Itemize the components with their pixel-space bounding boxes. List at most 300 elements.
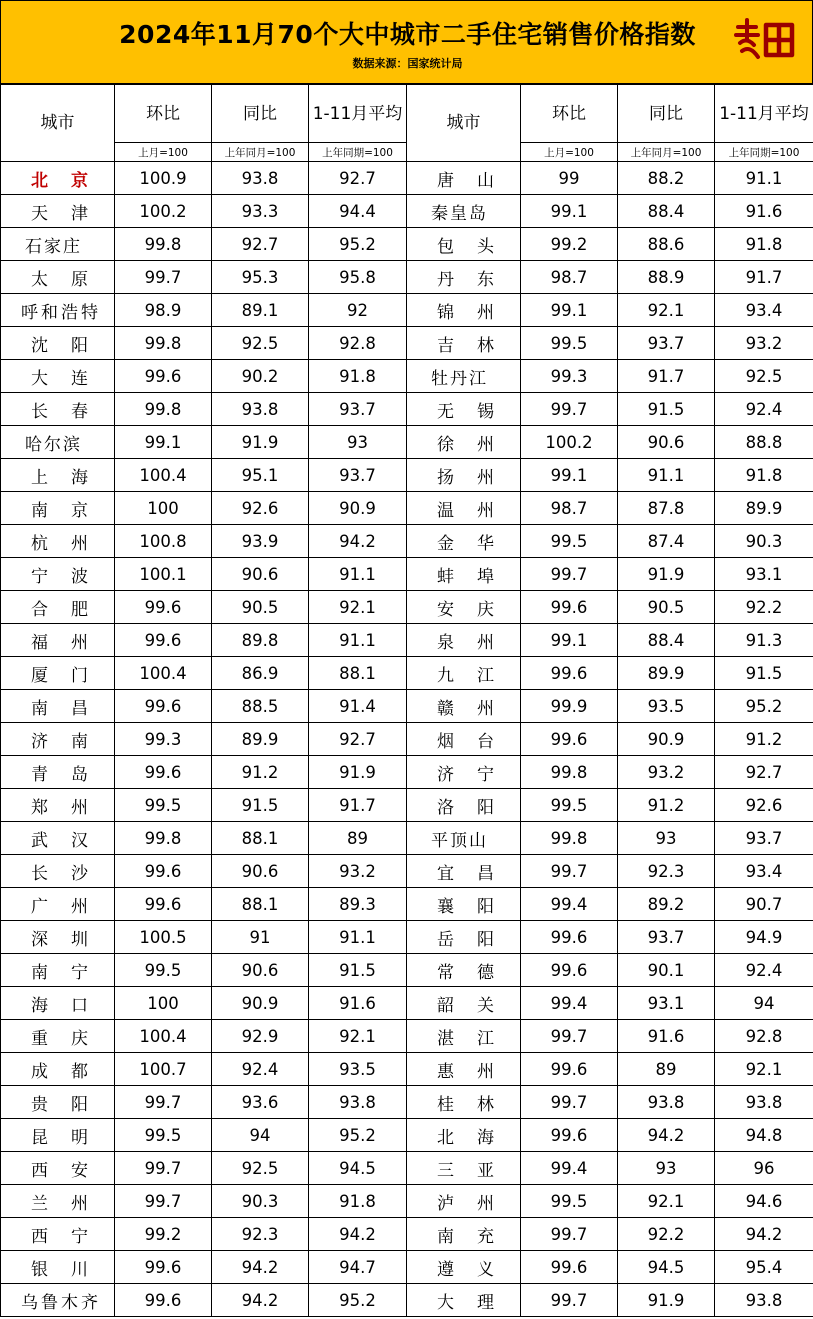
ytd-cell: 91.6 <box>715 195 813 228</box>
ytd-cell: 95.2 <box>309 228 407 261</box>
yoy-cell: 93.1 <box>618 987 715 1020</box>
ytd-cell: 93.2 <box>309 855 407 888</box>
ytd-cell: 88.8 <box>715 426 813 459</box>
ytd-cell: 91.4 <box>309 690 407 723</box>
yoy-cell: 90.5 <box>618 591 715 624</box>
yoy-cell: 92.6 <box>212 492 309 525</box>
mom-cell: 99.6 <box>115 591 212 624</box>
mom-cell: 99.8 <box>521 822 618 855</box>
city-cell: 南昌 <box>1 690 115 723</box>
ytd-cell: 92 <box>309 294 407 327</box>
ytd-cell: 92.8 <box>309 327 407 360</box>
table-row <box>1 723 813 756</box>
city-cell: 大连 <box>1 360 115 393</box>
city-cell: 天津 <box>1 195 115 228</box>
mom-cell: 99.5 <box>521 327 618 360</box>
mom-cell: 99.7 <box>521 393 618 426</box>
mom-cell: 98.9 <box>115 294 212 327</box>
city-cell: 西安 <box>1 1152 115 1185</box>
mom-cell: 99.7 <box>115 1185 212 1218</box>
city-cell: 长沙 <box>1 855 115 888</box>
city-cell: 太原 <box>1 261 115 294</box>
yoy-cell: 91.7 <box>618 360 715 393</box>
yoy-cell: 91.1 <box>618 459 715 492</box>
mom-cell: 100.5 <box>115 921 212 954</box>
city-cell: 洛阳 <box>407 789 521 822</box>
table-row <box>1 1020 813 1053</box>
ytd-cell: 90.3 <box>715 525 813 558</box>
ytd-cell: 91.1 <box>309 624 407 657</box>
city-cell: 石家庄 <box>1 228 115 261</box>
ytd-cell: 92.1 <box>715 1053 813 1086</box>
mom-cell: 99.5 <box>115 954 212 987</box>
mom-cell: 98.7 <box>521 261 618 294</box>
city-cell: 海口 <box>1 987 115 1020</box>
col-header-mom: 环比 <box>521 85 618 143</box>
ytd-cell: 92.4 <box>715 954 813 987</box>
ytd-cell: 93.7 <box>309 459 407 492</box>
city-cell: 宜昌 <box>407 855 521 888</box>
ytd-cell: 92.7 <box>715 756 813 789</box>
city-cell: 大理 <box>407 1284 521 1317</box>
yoy-cell: 93.7 <box>618 327 715 360</box>
table-row <box>1 624 813 657</box>
table-row <box>1 162 813 195</box>
mom-cell: 99.6 <box>521 954 618 987</box>
ytd-cell: 91.1 <box>715 162 813 195</box>
yoy-cell: 91.5 <box>212 789 309 822</box>
city-cell: 长春 <box>1 393 115 426</box>
ytd-cell: 95.4 <box>715 1251 813 1284</box>
city-cell: 呼和浩特 <box>1 294 115 327</box>
table-row <box>1 987 813 1020</box>
mom-cell: 99.1 <box>521 294 618 327</box>
city-cell: 牡丹江 <box>407 360 521 393</box>
ytd-cell: 93.7 <box>309 393 407 426</box>
city-cell: 杭州 <box>1 525 115 558</box>
mom-cell: 99.8 <box>115 393 212 426</box>
yoy-cell: 90.6 <box>212 855 309 888</box>
table-row <box>1 294 813 327</box>
city-cell: 唐山 <box>407 162 521 195</box>
yoy-cell: 90.1 <box>618 954 715 987</box>
city-cell: 无锡 <box>407 393 521 426</box>
yoy-cell: 93.9 <box>212 525 309 558</box>
mom-cell: 99.7 <box>521 855 618 888</box>
ytd-cell: 94.2 <box>715 1218 813 1251</box>
yoy-cell: 88.4 <box>618 195 715 228</box>
city-cell: 惠州 <box>407 1053 521 1086</box>
yoy-cell: 89.1 <box>212 294 309 327</box>
table-row <box>1 261 813 294</box>
header-row <box>1 85 813 143</box>
ytd-cell: 89.3 <box>309 888 407 921</box>
mom-cell: 99.6 <box>521 1119 618 1152</box>
yoy-cell: 94.5 <box>618 1251 715 1284</box>
data-source: 数据来源：国家统计局 <box>352 57 463 70</box>
yoy-cell: 93 <box>618 822 715 855</box>
mom-cell: 99.9 <box>521 690 618 723</box>
city-cell: 包头 <box>407 228 521 261</box>
table-row <box>1 789 813 822</box>
yoy-cell: 88.2 <box>618 162 715 195</box>
yoy-cell: 90.9 <box>212 987 309 1020</box>
ytd-cell: 90.9 <box>309 492 407 525</box>
yoy-cell: 95.3 <box>212 261 309 294</box>
ytd-cell: 95.2 <box>309 1284 407 1317</box>
mom-cell: 99.6 <box>521 657 618 690</box>
yoy-cell: 92.1 <box>618 294 715 327</box>
ytd-cell: 91.2 <box>715 723 813 756</box>
ytd-cell: 93.8 <box>715 1086 813 1119</box>
mom-cell: 100.4 <box>115 1020 212 1053</box>
ytd-cell: 92.4 <box>715 393 813 426</box>
mom-cell: 99.7 <box>115 261 212 294</box>
yoy-cell: 91.9 <box>212 426 309 459</box>
city-cell: 九江 <box>407 657 521 690</box>
city-cell: 湛江 <box>407 1020 521 1053</box>
yoy-cell: 93.6 <box>212 1086 309 1119</box>
base-ytd: 上年同期=100 <box>309 143 407 162</box>
table-row <box>1 1284 813 1317</box>
city-cell: 吉林 <box>407 327 521 360</box>
mom-cell: 99.2 <box>521 228 618 261</box>
table-row <box>1 525 813 558</box>
yoy-cell: 88.4 <box>618 624 715 657</box>
mom-cell: 100.4 <box>115 657 212 690</box>
ytd-cell: 90.7 <box>715 888 813 921</box>
city-cell: 遵义 <box>407 1251 521 1284</box>
city-cell: 厦门 <box>1 657 115 690</box>
table-row <box>1 954 813 987</box>
ytd-cell: 91.8 <box>715 228 813 261</box>
city-cell: 锦州 <box>407 294 521 327</box>
city-cell: 贵阳 <box>1 1086 115 1119</box>
yoy-cell: 91.9 <box>618 1284 715 1317</box>
city-cell: 北海 <box>407 1119 521 1152</box>
yoy-cell: 95.1 <box>212 459 309 492</box>
mom-cell: 99.6 <box>115 1284 212 1317</box>
ytd-cell: 94.7 <box>309 1251 407 1284</box>
ytd-cell: 92.7 <box>309 162 407 195</box>
ytd-cell: 92.1 <box>309 591 407 624</box>
yoy-cell: 87.8 <box>618 492 715 525</box>
mom-cell: 100.1 <box>115 558 212 591</box>
mom-cell: 99.1 <box>115 426 212 459</box>
mom-cell: 99.5 <box>115 1119 212 1152</box>
ytd-cell: 92.6 <box>715 789 813 822</box>
ytd-cell: 91.5 <box>715 657 813 690</box>
yoy-cell: 88.6 <box>618 228 715 261</box>
ytd-cell: 94.5 <box>309 1152 407 1185</box>
city-cell: 襄阳 <box>407 888 521 921</box>
yoy-cell: 91.2 <box>212 756 309 789</box>
yoy-cell: 91 <box>212 921 309 954</box>
table-row <box>1 921 813 954</box>
ytd-cell: 91.9 <box>309 756 407 789</box>
city-cell: 常德 <box>407 954 521 987</box>
yoy-cell: 93.8 <box>618 1086 715 1119</box>
price-index-table <box>0 84 813 1317</box>
yoy-cell: 91.9 <box>618 558 715 591</box>
col-header-city: 城市 <box>407 85 521 162</box>
ytd-cell: 95.8 <box>309 261 407 294</box>
table-row <box>1 1218 813 1251</box>
city-cell: 郑州 <box>1 789 115 822</box>
ytd-cell: 92.7 <box>309 723 407 756</box>
ytd-cell: 91.8 <box>309 360 407 393</box>
mom-cell: 99.6 <box>115 1251 212 1284</box>
col-header-yoy: 同比 <box>212 85 309 143</box>
mom-cell: 100.9 <box>115 162 212 195</box>
mom-cell: 100.4 <box>115 459 212 492</box>
ytd-cell: 93.7 <box>715 822 813 855</box>
mom-cell: 100.8 <box>115 525 212 558</box>
title-banner <box>0 0 813 84</box>
city-cell: 福州 <box>1 624 115 657</box>
city-cell: 济南 <box>1 723 115 756</box>
yoy-cell: 94.2 <box>212 1284 309 1317</box>
mom-cell: 99.4 <box>521 888 618 921</box>
ytd-cell: 91.3 <box>715 624 813 657</box>
city-cell: 成都 <box>1 1053 115 1086</box>
col-header-yoy: 同比 <box>618 85 715 143</box>
ytd-cell: 94.6 <box>715 1185 813 1218</box>
mom-cell: 99.7 <box>521 1086 618 1119</box>
mom-cell: 99.6 <box>521 591 618 624</box>
ytd-cell: 96 <box>715 1152 813 1185</box>
yoy-cell: 90.3 <box>212 1185 309 1218</box>
yoy-cell: 88.5 <box>212 690 309 723</box>
ytd-cell: 92.8 <box>715 1020 813 1053</box>
mom-cell: 99.6 <box>115 855 212 888</box>
city-cell: 蚌埠 <box>407 558 521 591</box>
city-cell: 秦皇岛 <box>407 195 521 228</box>
mom-cell: 99.5 <box>521 789 618 822</box>
ytd-cell: 89 <box>309 822 407 855</box>
ytd-cell: 91.8 <box>715 459 813 492</box>
page-title: 2024年11月70个大中城市二手住宅销售价格指数 <box>119 20 696 49</box>
ytd-cell: 93.2 <box>715 327 813 360</box>
table-row <box>1 657 813 690</box>
mom-cell: 99.4 <box>521 1152 618 1185</box>
yoy-cell: 90.5 <box>212 591 309 624</box>
mom-cell: 99.7 <box>115 1086 212 1119</box>
city-cell: 昆明 <box>1 1119 115 1152</box>
yoy-cell: 93.8 <box>212 162 309 195</box>
yoy-cell: 89.9 <box>212 723 309 756</box>
table-row <box>1 756 813 789</box>
yoy-cell: 88.9 <box>618 261 715 294</box>
ytd-cell: 91.1 <box>309 921 407 954</box>
yoy-cell: 88.1 <box>212 888 309 921</box>
mom-cell: 99.7 <box>521 1218 618 1251</box>
ytd-cell: 94.8 <box>715 1119 813 1152</box>
city-cell: 南京 <box>1 492 115 525</box>
city-cell: 北京 <box>1 162 115 195</box>
mom-cell: 99.1 <box>521 624 618 657</box>
ytd-cell: 91.6 <box>309 987 407 1020</box>
ytd-cell: 94.4 <box>309 195 407 228</box>
city-cell: 合肥 <box>1 591 115 624</box>
city-cell: 重庆 <box>1 1020 115 1053</box>
ytd-cell: 91.1 <box>309 558 407 591</box>
yoy-cell: 92.3 <box>618 855 715 888</box>
yoy-cell: 88.1 <box>212 822 309 855</box>
city-cell: 深圳 <box>1 921 115 954</box>
ytd-cell: 91.7 <box>309 789 407 822</box>
city-cell: 乌鲁木齐 <box>1 1284 115 1317</box>
table-row <box>1 1152 813 1185</box>
yoy-cell: 90.9 <box>618 723 715 756</box>
yoy-cell: 92.9 <box>212 1020 309 1053</box>
yoy-cell: 94.2 <box>212 1251 309 1284</box>
table-row <box>1 1119 813 1152</box>
city-cell: 赣州 <box>407 690 521 723</box>
city-cell: 丹东 <box>407 261 521 294</box>
mom-cell: 99.6 <box>521 921 618 954</box>
ytd-cell: 92.2 <box>715 591 813 624</box>
mom-cell: 99.7 <box>521 558 618 591</box>
ytd-cell: 93 <box>309 426 407 459</box>
city-cell: 武汉 <box>1 822 115 855</box>
city-cell: 宁波 <box>1 558 115 591</box>
table-row <box>1 426 813 459</box>
city-cell: 泉州 <box>407 624 521 657</box>
base-mom: 上月=100 <box>115 143 212 162</box>
ytd-cell: 93.8 <box>715 1284 813 1317</box>
city-cell: 西宁 <box>1 1218 115 1251</box>
yoy-cell: 87.4 <box>618 525 715 558</box>
yoy-cell: 89.2 <box>618 888 715 921</box>
mom-cell: 99.6 <box>521 1251 618 1284</box>
table-row <box>1 855 813 888</box>
mom-cell: 99.7 <box>521 1284 618 1317</box>
table-row <box>1 1053 813 1086</box>
mom-cell: 99.6 <box>115 756 212 789</box>
ytd-cell: 93.4 <box>715 294 813 327</box>
yoy-cell: 94 <box>212 1119 309 1152</box>
mom-cell: 99 <box>521 162 618 195</box>
base-mom: 上月=100 <box>521 143 618 162</box>
yoy-cell: 92.7 <box>212 228 309 261</box>
table-row <box>1 228 813 261</box>
mom-cell: 99.2 <box>115 1218 212 1251</box>
col-header-ytd: 1-11月平均 <box>309 85 407 143</box>
yoy-cell: 94.2 <box>618 1119 715 1152</box>
ytd-cell: 92.5 <box>715 360 813 393</box>
yoy-cell: 93.3 <box>212 195 309 228</box>
base-yoy: 上年同月=100 <box>212 143 309 162</box>
yoy-cell: 86.9 <box>212 657 309 690</box>
yoy-cell: 89.9 <box>618 657 715 690</box>
mom-cell: 99.1 <box>521 459 618 492</box>
ytd-cell: 95.2 <box>309 1119 407 1152</box>
city-cell: 兰州 <box>1 1185 115 1218</box>
mom-cell: 100.7 <box>115 1053 212 1086</box>
table-row <box>1 492 813 525</box>
table-row <box>1 690 813 723</box>
yoy-cell: 92.1 <box>618 1185 715 1218</box>
mom-cell: 99.6 <box>115 624 212 657</box>
ytd-cell: 94.9 <box>715 921 813 954</box>
mom-cell: 99.4 <box>521 987 618 1020</box>
brand-logo-icon <box>732 15 796 61</box>
city-cell: 岳阳 <box>407 921 521 954</box>
mom-cell: 100 <box>115 987 212 1020</box>
yoy-cell: 90.6 <box>618 426 715 459</box>
yoy-cell: 93.5 <box>618 690 715 723</box>
ytd-cell: 91.7 <box>715 261 813 294</box>
ytd-cell: 94.2 <box>309 525 407 558</box>
table-row <box>1 1185 813 1218</box>
city-cell: 南充 <box>407 1218 521 1251</box>
table-body <box>1 162 813 1317</box>
table-row <box>1 822 813 855</box>
mom-cell: 99.6 <box>521 1053 618 1086</box>
mom-cell: 99.3 <box>115 723 212 756</box>
ytd-cell: 94.2 <box>309 1218 407 1251</box>
ytd-cell: 89.9 <box>715 492 813 525</box>
yoy-cell: 93.8 <box>212 393 309 426</box>
mom-cell: 99.1 <box>521 195 618 228</box>
mom-cell: 100 <box>115 492 212 525</box>
table-row <box>1 360 813 393</box>
yoy-cell: 92.5 <box>212 1152 309 1185</box>
mom-cell: 100.2 <box>115 195 212 228</box>
yoy-cell: 89 <box>618 1053 715 1086</box>
table-row <box>1 393 813 426</box>
table-row <box>1 327 813 360</box>
city-cell: 泸州 <box>407 1185 521 1218</box>
col-header-mom: 环比 <box>115 85 212 143</box>
city-cell: 金华 <box>407 525 521 558</box>
city-cell: 青岛 <box>1 756 115 789</box>
mom-cell: 98.7 <box>521 492 618 525</box>
yoy-cell: 90.6 <box>212 558 309 591</box>
yoy-cell: 90.2 <box>212 360 309 393</box>
table-row <box>1 558 813 591</box>
mom-cell: 99.6 <box>521 723 618 756</box>
col-header-city: 城市 <box>1 85 115 162</box>
yoy-cell: 93.2 <box>618 756 715 789</box>
table-row <box>1 195 813 228</box>
mom-cell: 99.8 <box>521 756 618 789</box>
mom-cell: 99.7 <box>115 1152 212 1185</box>
ytd-cell: 88.1 <box>309 657 407 690</box>
mom-cell: 99.6 <box>115 888 212 921</box>
yoy-cell: 92.5 <box>212 327 309 360</box>
city-cell: 济宁 <box>407 756 521 789</box>
city-cell: 三亚 <box>407 1152 521 1185</box>
city-cell: 银川 <box>1 1251 115 1284</box>
mom-cell: 99.5 <box>115 789 212 822</box>
col-header-ytd: 1-11月平均 <box>715 85 813 143</box>
table-row <box>1 1086 813 1119</box>
city-cell: 烟台 <box>407 723 521 756</box>
ytd-cell: 95.2 <box>715 690 813 723</box>
mom-cell: 99.8 <box>115 822 212 855</box>
city-cell: 温州 <box>407 492 521 525</box>
mom-cell: 99.7 <box>521 1020 618 1053</box>
mom-cell: 100.2 <box>521 426 618 459</box>
table-row <box>1 459 813 492</box>
yoy-cell: 92.2 <box>618 1218 715 1251</box>
city-cell: 南宁 <box>1 954 115 987</box>
city-cell: 桂林 <box>407 1086 521 1119</box>
city-cell: 韶关 <box>407 987 521 1020</box>
city-cell: 上海 <box>1 459 115 492</box>
